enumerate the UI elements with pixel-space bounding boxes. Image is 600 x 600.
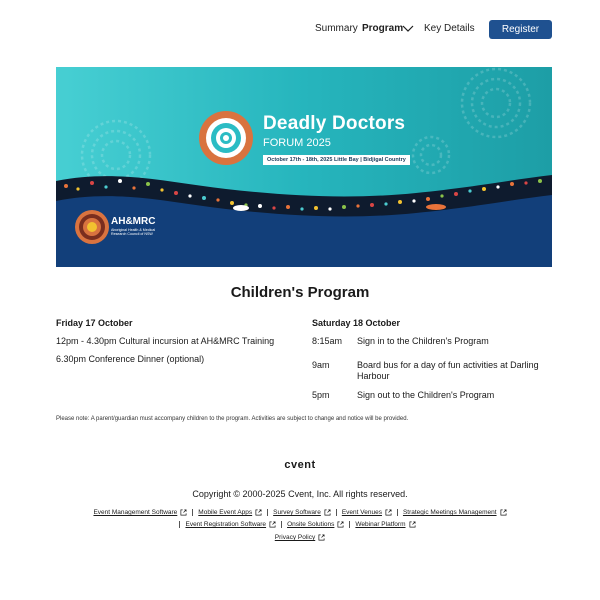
saturday-activity: Sign out to the Children's Program	[357, 390, 495, 400]
friday-item: 6.30pm Conference Dinner (optional)	[56, 354, 205, 364]
banner-subtitle: FORUM 2025	[263, 137, 331, 149]
friday-heading: Friday 17 October	[56, 318, 133, 328]
saturday-activity: Sign in to the Children's Program	[357, 336, 489, 346]
event-banner	[56, 67, 552, 267]
top-nav	[0, 20, 600, 40]
external-link-icon	[318, 534, 325, 541]
external-link-icon	[255, 509, 262, 516]
saturday-time: 8:15am	[312, 336, 343, 346]
footer-link-label: Event Venues	[341, 509, 382, 516]
page-title: Children's Program	[230, 284, 370, 301]
footer-link-label: Mobile Event Apps	[198, 509, 253, 516]
org-logo-description: Aboriginal Health & Medical Research Council of NSW	[111, 228, 156, 237]
external-link-icon	[269, 521, 276, 528]
footer-link-label: Strategic Meetings Management	[402, 509, 497, 516]
footer-link-label: Privacy Policy	[274, 534, 316, 541]
footer-link-strategic-meetings[interactable]	[398, 509, 512, 516]
saturday-time: 9am	[312, 360, 330, 370]
external-link-icon	[409, 521, 416, 528]
program-note: Please note: A parent/guardian must accompany children to the program. Activities are subject to change and notice will be provided.	[56, 416, 409, 422]
saturday-time: 5pm	[312, 390, 330, 400]
footer-link-label: Event Management Software	[93, 509, 178, 516]
footer-link-event-registration[interactable]	[179, 521, 282, 528]
saturday-heading: Saturday 18 October	[312, 318, 401, 328]
footer-link-label: Survey Software	[273, 509, 321, 516]
nav-summary-link[interactable]: Summary	[315, 23, 358, 34]
footer-links-row	[0, 521, 600, 528]
footer-link-label: Event Registration Software	[185, 521, 267, 528]
register-button[interactable]: Register	[489, 20, 552, 39]
friday-item: 12pm - 4.30pm Cultural incursion at AH&MRC Training	[56, 336, 275, 346]
nav-key-details-link[interactable]: Key Details	[424, 23, 475, 34]
external-link-icon	[385, 509, 392, 516]
saturday-activity: Board bus for a day of fun activities at Darling Harbour	[357, 360, 539, 381]
footer-links-row	[0, 509, 600, 516]
footer-link-label: Webinar Platform	[355, 521, 406, 528]
copyright-text: Copyright © 2000-2025 Cvent, Inc. All rights reserved.	[192, 489, 408, 499]
banner-artwork	[56, 67, 552, 267]
footer-link-privacy[interactable]	[270, 534, 330, 541]
footer-link-mobile-apps[interactable]	[193, 509, 268, 516]
org-logo-name: AH&MRC	[111, 216, 156, 227]
footer-links-row	[0, 534, 600, 541]
cvent-logo: cvent	[284, 459, 316, 471]
footer-link-event-management[interactable]	[88, 509, 193, 516]
footer-link-venues[interactable]	[337, 509, 398, 516]
external-link-icon	[324, 509, 331, 516]
footer-link-survey[interactable]	[268, 509, 337, 516]
external-link-icon	[337, 521, 344, 528]
banner-title: Deadly Doctors	[263, 113, 406, 134]
external-link-icon	[500, 509, 507, 516]
footer-link-webinar[interactable]	[350, 521, 420, 528]
footer-link-label: Onsite Solutions	[287, 521, 335, 528]
external-link-icon	[180, 509, 187, 516]
banner-date-location: October 17th - 18th, 2025 Little Bay | Bidjigal Country	[263, 155, 410, 165]
chevron-down-icon[interactable]	[402, 24, 414, 34]
footer-link-onsite[interactable]	[282, 521, 350, 528]
nav-program-link[interactable]: Program	[362, 23, 404, 34]
